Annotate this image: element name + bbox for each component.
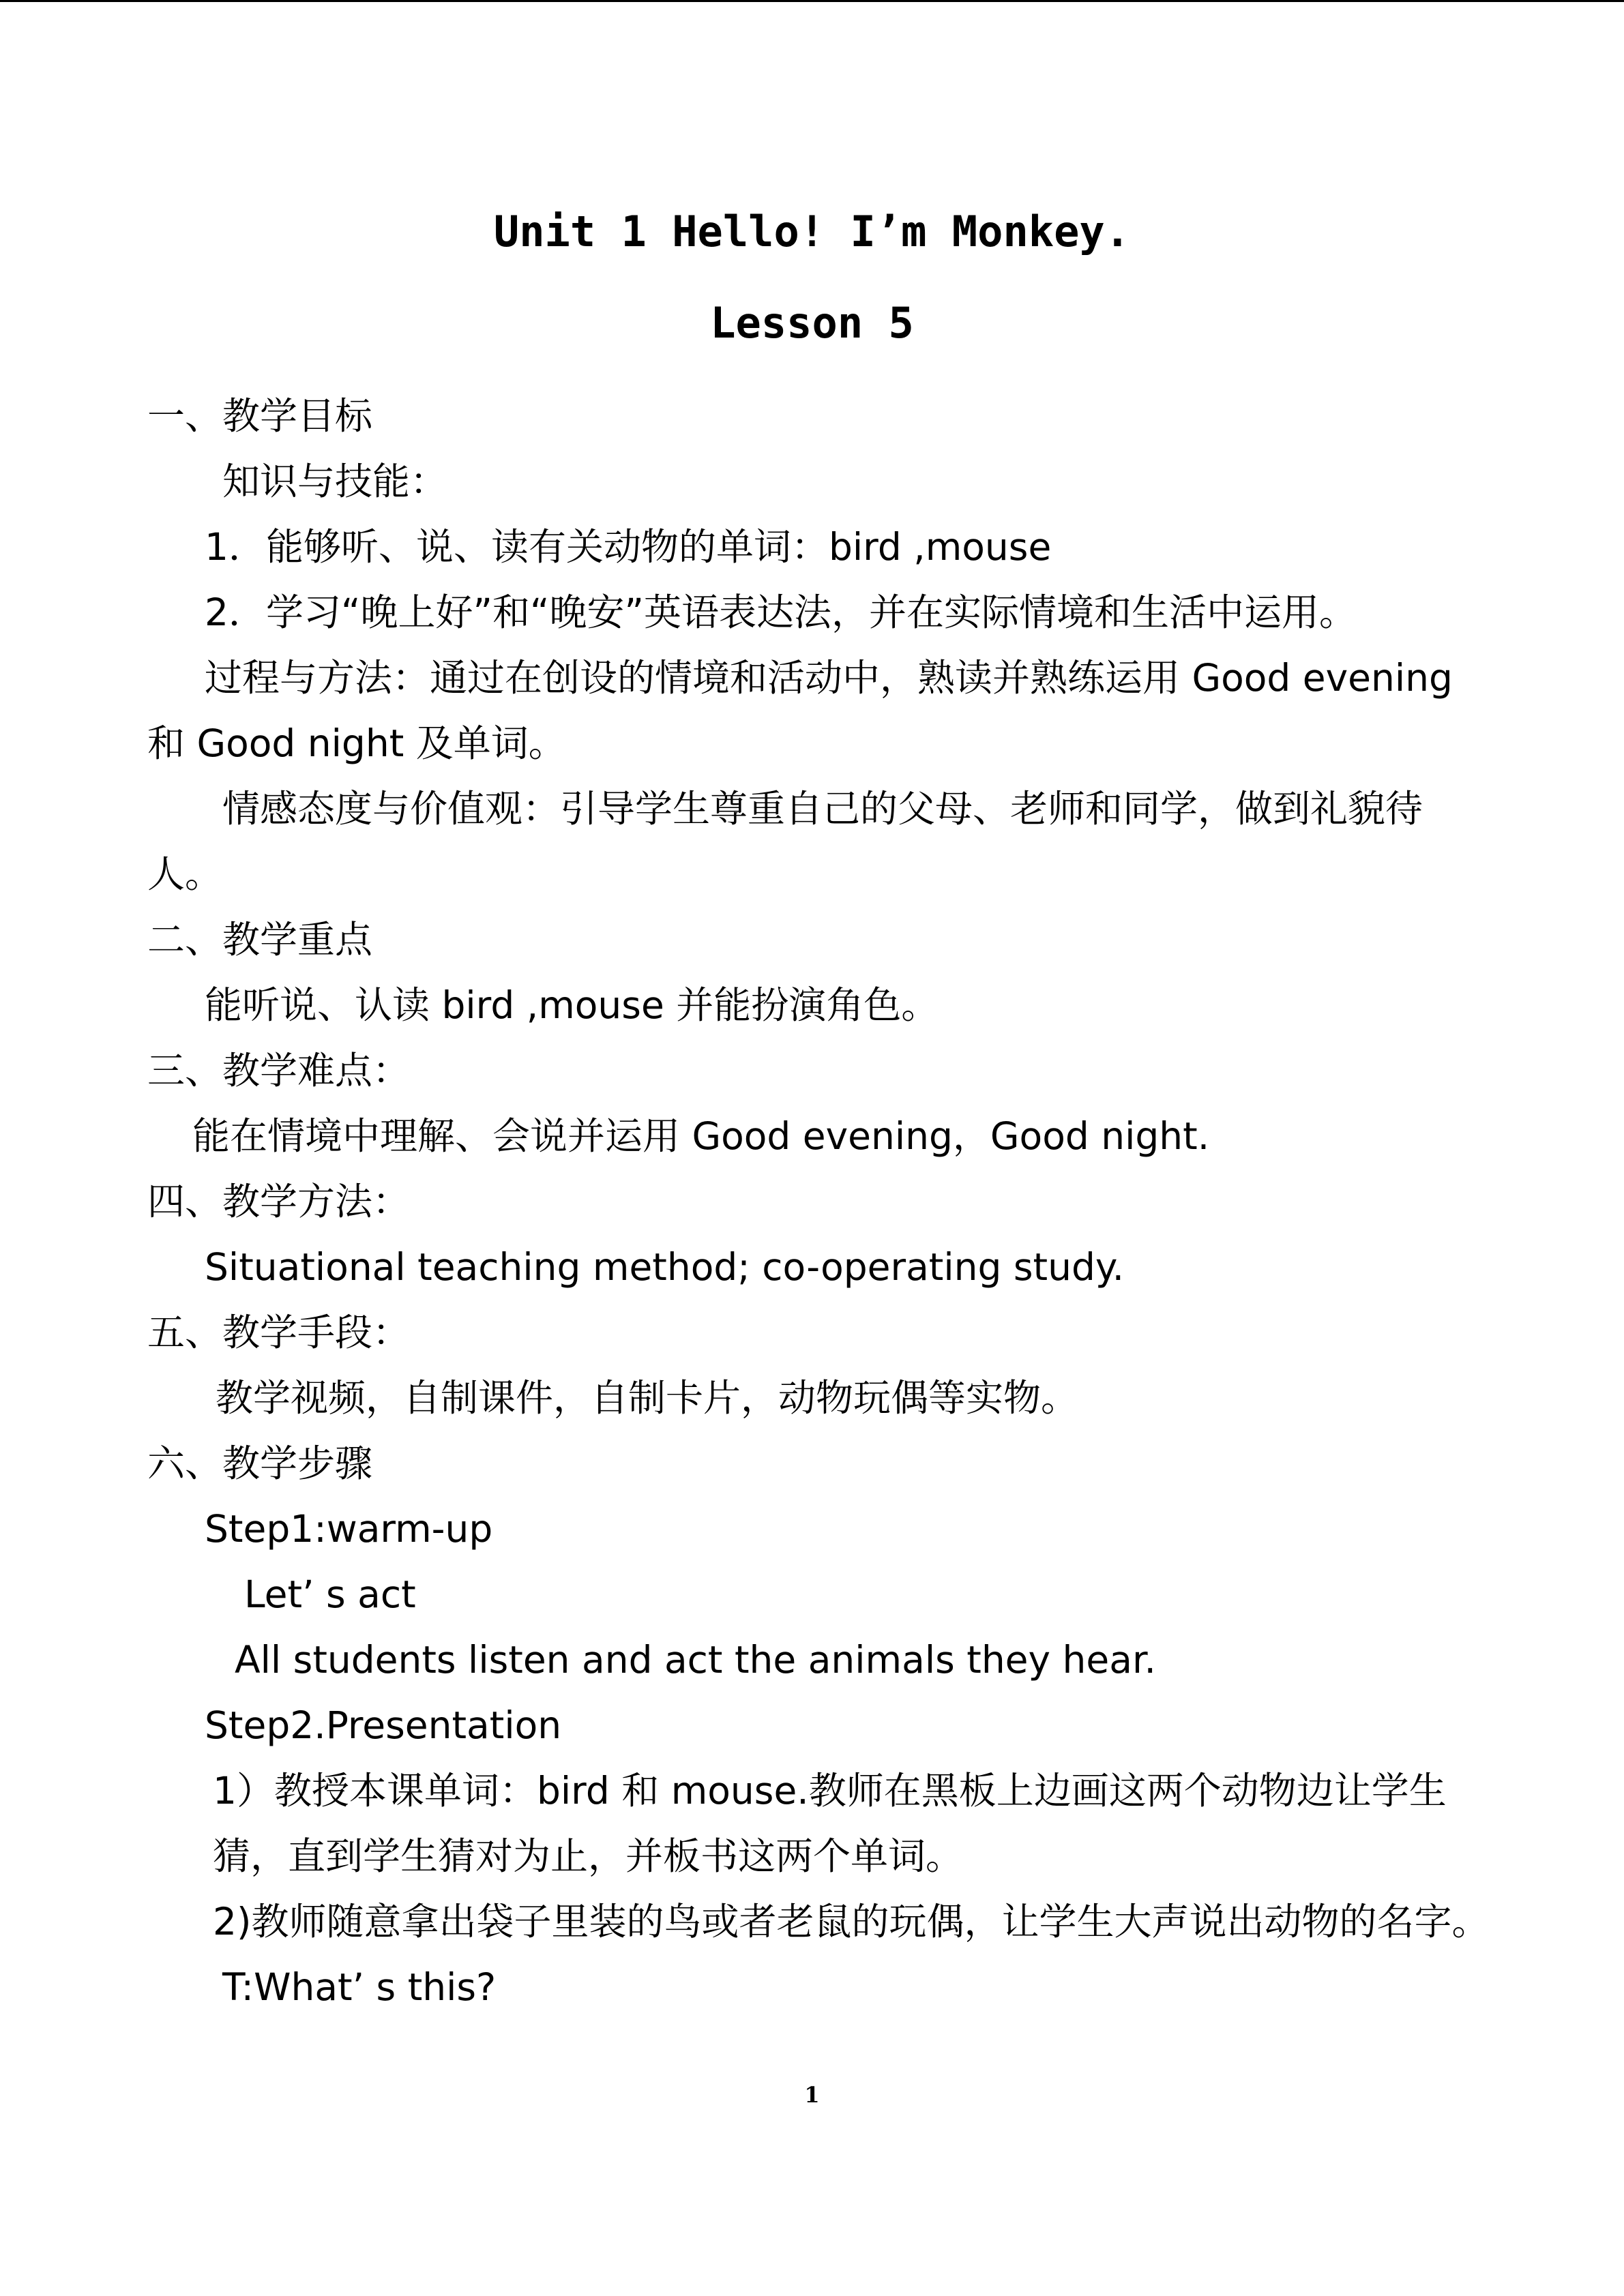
section-heading-steps: 六、教学步骤 — [147, 1442, 373, 1485]
body-line: All students listen and act the animals they hear. — [235, 1638, 1156, 1682]
section-heading-means: 五、教学手段： — [147, 1311, 411, 1354]
body-line: 1）教授本课单词：bird 和 mouse.教师在黑板上边画这两个动物边让学生 — [213, 1769, 1447, 1813]
body-line: 人。 — [147, 852, 223, 896]
page-number: 1 — [804, 2082, 820, 2108]
body-line: 过程与方法：通过在创设的情境和活动中，熟读并熟练运用 Good evening — [205, 656, 1453, 700]
body-line: T:What’ s this? — [222, 1965, 497, 2009]
body-line: Situational teaching method; co-operating study. — [205, 1245, 1125, 1289]
body-line: 2．学习“晚上好”和“晚安”英语表达法，并在实际情境和生活中运用。 — [205, 591, 1357, 634]
section-heading-methods: 四、教学方法： — [147, 1180, 411, 1223]
document-title: Unit 1 Hello! I’m Monkey. — [493, 207, 1131, 256]
body-line: 猜，直到学生猜对为止，并板书这两个单词。 — [213, 1834, 964, 1878]
document-subtitle: Lesson 5 — [710, 298, 914, 348]
body-line: Step1:warm-up — [205, 1507, 493, 1551]
body-line: Step2.Presentation — [205, 1703, 562, 1747]
section-heading-objectives: 一、教学目标 — [147, 394, 373, 438]
body-line: 知识与技能： — [222, 460, 448, 503]
body-line: 2)教师随意拿出袋子里装的鸟或者老鼠的玩偶，让学生大声说出动物的名字。 — [213, 1900, 1490, 1943]
section-heading-key-points: 二、教学重点 — [147, 918, 373, 961]
body-line: 教学视频，自制课件，自制卡片，动物玩偶等实物。 — [216, 1376, 1079, 1420]
body-line: 情感态度与价值观：引导学生尊重自己的父母、老师和同学，做到礼貌待 — [222, 787, 1423, 831]
body-line: Let’ s act — [244, 1572, 416, 1616]
body-line: 1．能够听、说、读有关动物的单词：bird ,mouse — [205, 525, 1052, 569]
body-line: 和 Good night 及单词。 — [147, 721, 566, 765]
section-heading-difficulties: 三、教学难点： — [147, 1049, 411, 1092]
body-line: 能听说、认读 bird ,mouse 并能扮演角色。 — [205, 983, 939, 1027]
body-line: 能在情境中理解、会说并运用 Good evening，Good night. — [192, 1114, 1210, 1158]
